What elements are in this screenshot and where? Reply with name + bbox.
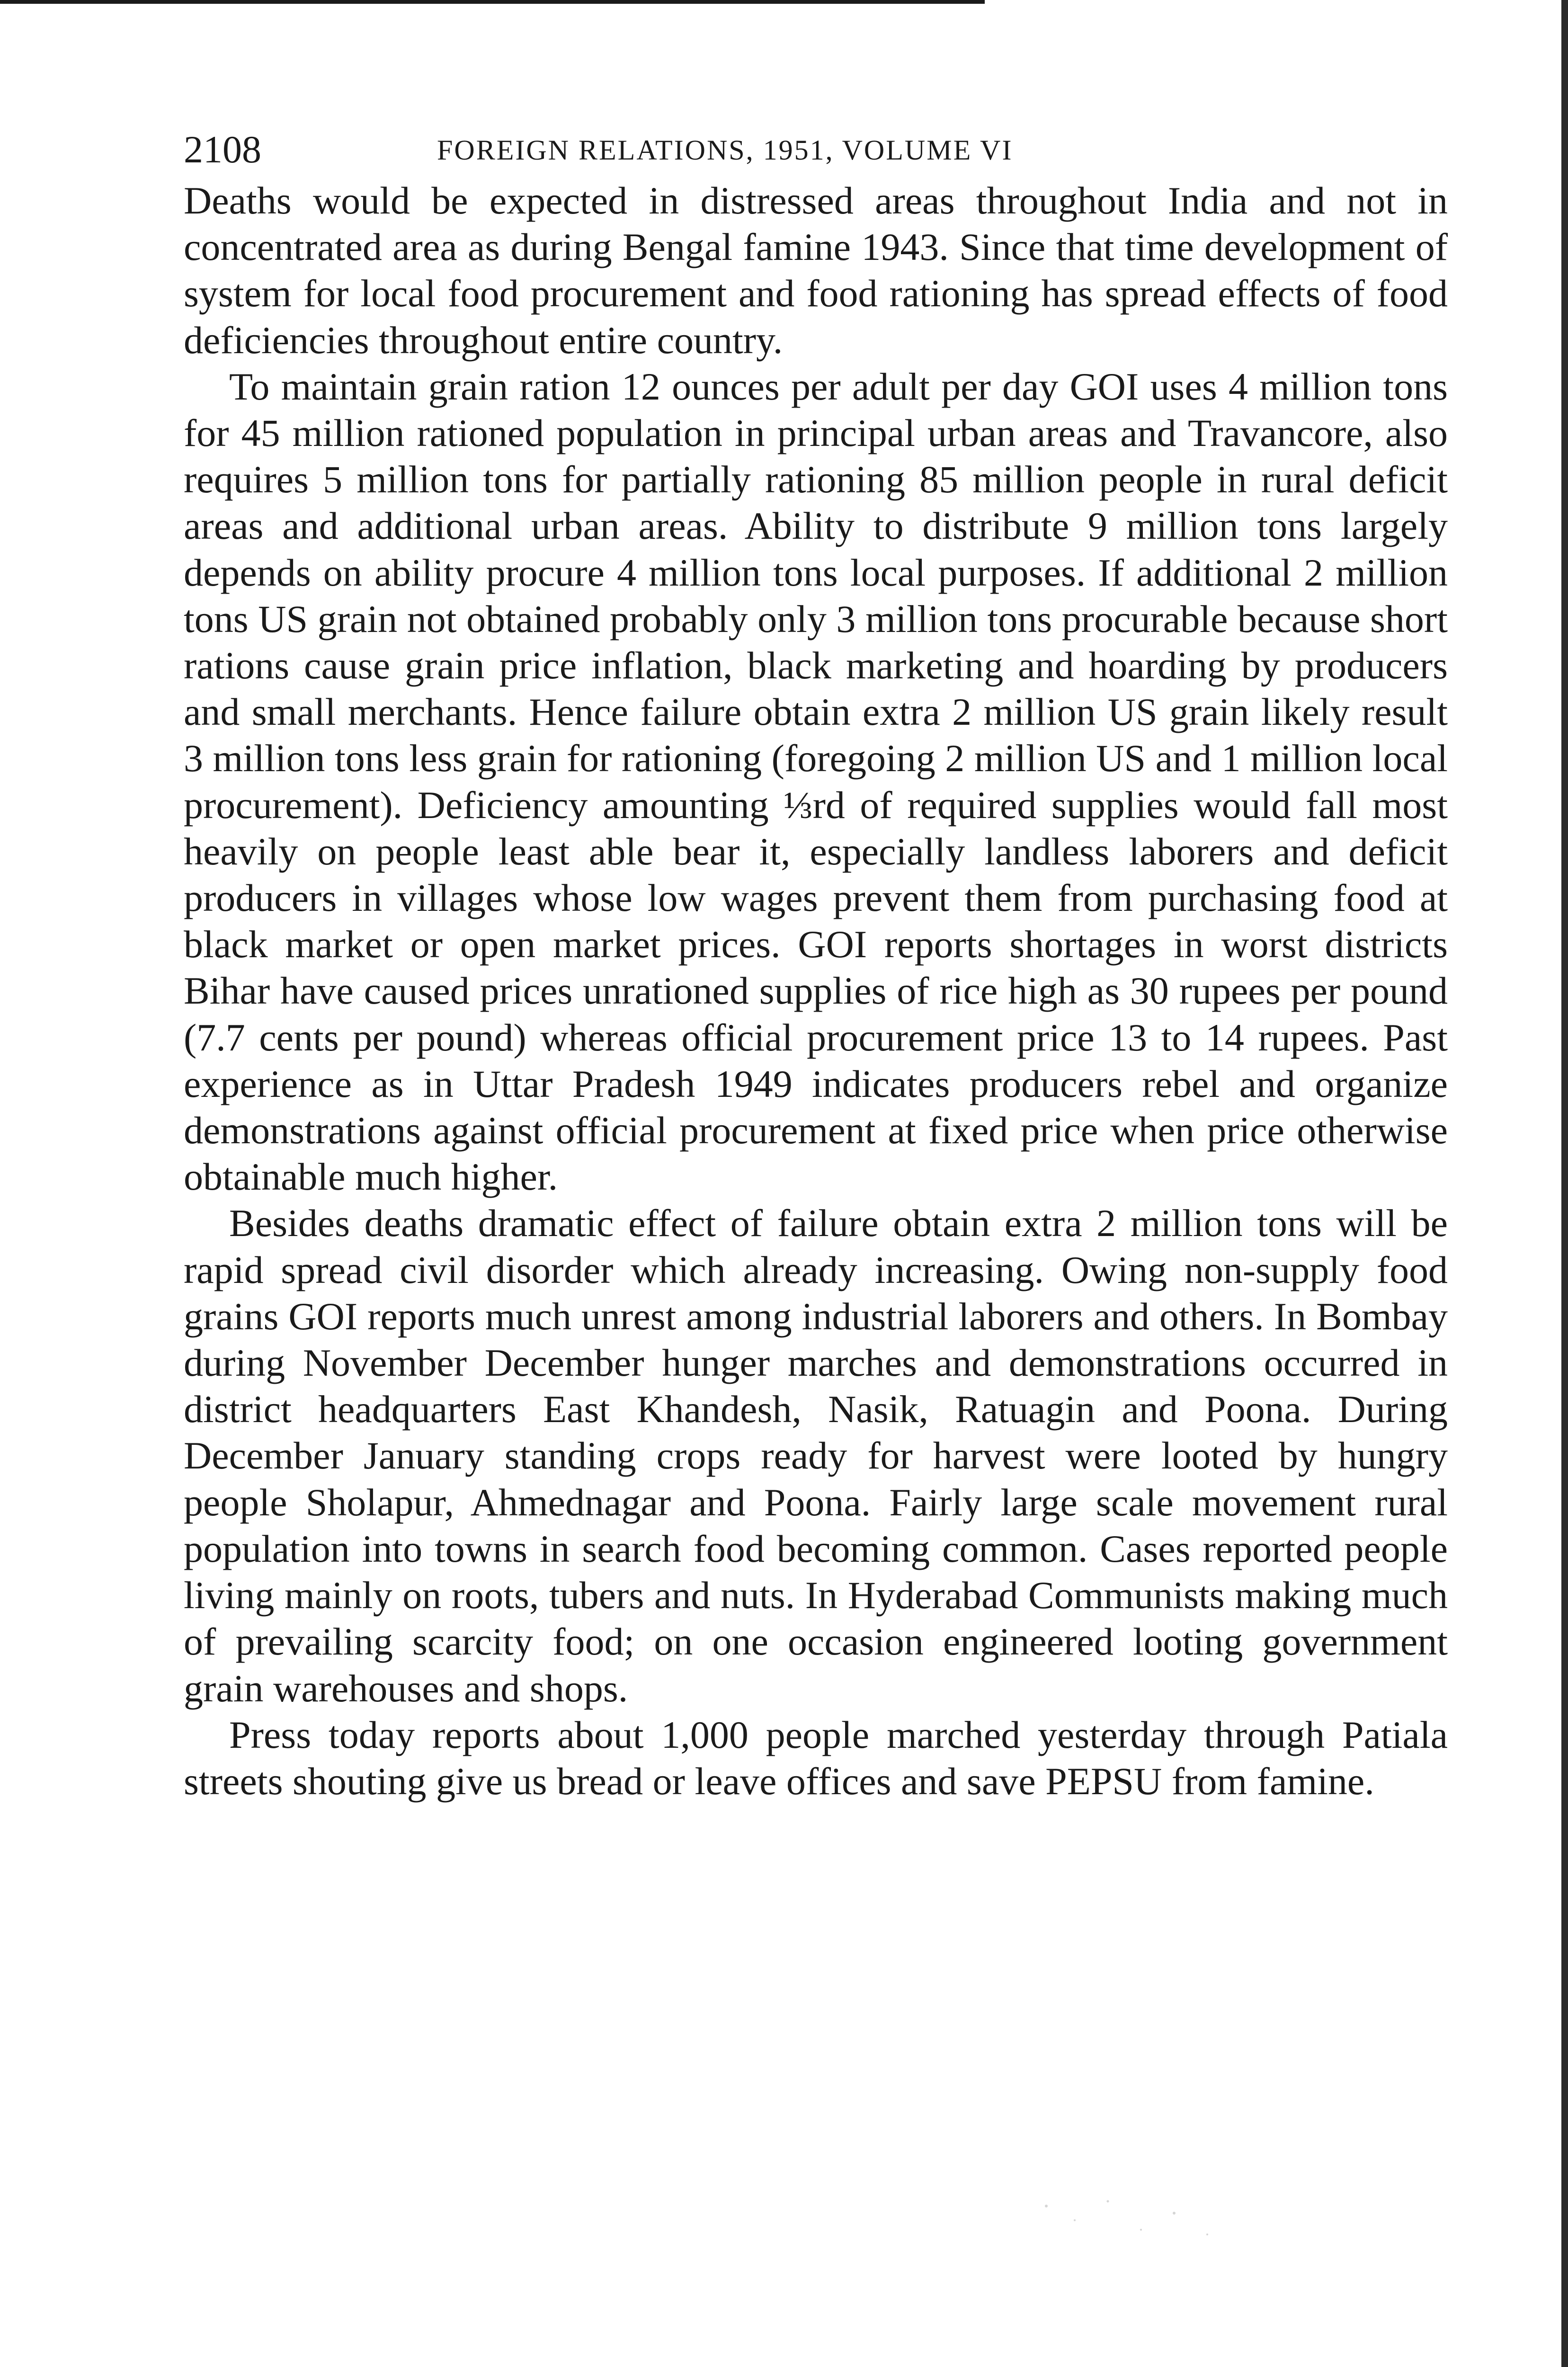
body-paragraph: Besides deaths dramatic effect of failure obtain extra 2 million tons will be rapid spread civil disorder which already increasing. Owing non-supply food grains GOI reports much unrest among industrial laborers and others. In Bombay during November December hunger marches and demonstrations occurred in district headquarters East Khandesh, Nasik, Ratuagin and Poona. During December January standing crops ready for harvest were looted by hungry people Sholapur, Ahmednagar and Poona. Fairly large scale movement rural population into towns in search food becoming common. Cases reported people living mainly on roots, tubers and nuts. In Hyderabad Communists making much of prevailing scarcity food; on one occasion engineered looting government grain warehouses and shops. [184,1201,1448,1710]
scan-speckle [1032,2187,1231,2253]
document-page [184,121,1448,1805]
page-edge-shadow [1561,0,1568,2367]
page-header [184,121,1448,178]
body-paragraph: Press today reports about 1,000 people marched yesterday through Patiala streets shouting give us bread or leave offices and save PEPSU from famine. [184,1713,1448,1803]
top-edge-rule [0,0,985,4]
body-paragraph: To maintain grain ration 12 ounces per adult per day GOI uses 4 million tons for 45 million rationed population in principal urban areas and Travancore, also requires 5 million tons for partially rationing 85 million people in rural deficit areas and additional urban areas. Ability to distribute 9 million tons largely depends on ability procure 4 million tons local purposes. If additional 2 million tons US grain not obtained probably only 3 million tons procurable because short rations cause grain price inflation, black marketing and hoarding by producers and small merchants. Hence failure obtain extra 2 million US grain likely result 3 million tons less grain for rationing (foregoing 2 million US and 1 million local procurement). Deficiency amounting ⅓rd of required supplies would fall most heavily on people least able bear it, especially landless laborers and deficit producers in villages whose low wages prevent them from purchasing food at black market or open market prices. GOI reports shortages in worst districts Bihar have caused prices unrationed supplies of rice high as 30 rupees per pound (7.7 cents per pound) whereas official procurement price 13 to 14 rupees. Past experience as in Uttar Pradesh 1949 indicates producers rebel and organize demonstrations against official procurement at fixed price when price otherwise obtainable much higher. [184,365,1448,1199]
body-paragraph: Deaths would be expected in distressed areas throughout India and not in concentrated area as during Bengal famine 1943. Since that time development of system for local food procurement and food rationing has spread effects of food deficiencies throughout entire country. [184,179,1448,362]
running-head: FOREIGN RELATIONS, 1951, VOLUME VI [437,134,1013,166]
page-number: 2108 [184,128,261,171]
